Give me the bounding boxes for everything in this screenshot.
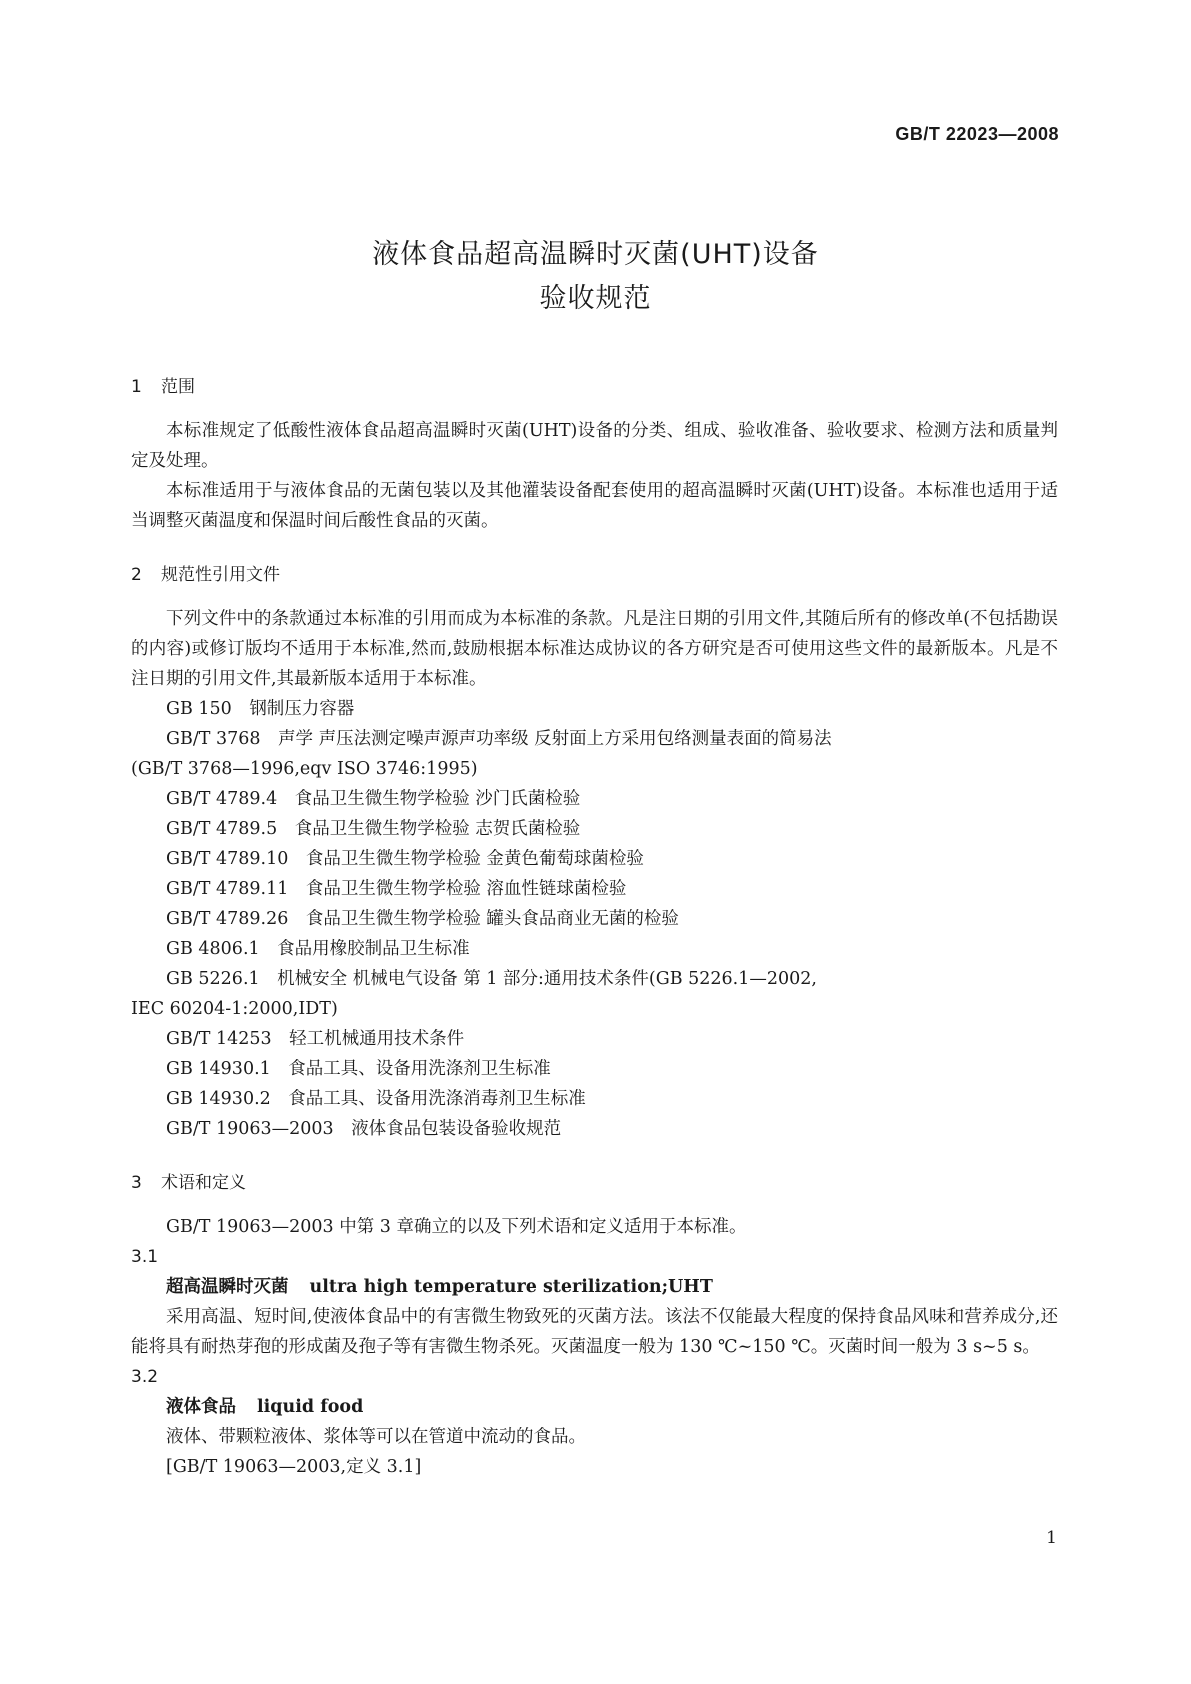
paragraph: 本标准适用于与液体食品的无菌包装以及其他灌装设备配套使用的超高温瞬时灭菌(UHT)设备。本标准也适用于适当调整灭菌温度和保温时间后酸性食品的灭菌。	[131, 481, 1058, 531]
section-heading-scope	[131, 372, 1058, 402]
reference-code: GB 150	[166, 699, 232, 719]
paragraph: 下列文件中的条款通过本标准的引用而成为本标准的条款。凡是注日期的引用文件,其随后所有的修改单(不包括勘误的内容)或修订版均不适用于本标准,然而,鼓励根据本标准达成协议的各方研究是否可使用这些文件的最新版本。凡是不注日期的引用文件,其最新版本适用于本标准。	[131, 609, 1058, 689]
section-number: 3	[131, 1173, 142, 1193]
reference-item	[131, 1054, 1058, 1084]
section-number: 1	[131, 377, 142, 397]
reference-item	[131, 784, 1058, 814]
reference-title: 液体食品包装设备验收规范	[351, 1119, 562, 1139]
reference-continuation: (GB/T 3768—1996,eqv ISO 3746:1995)	[131, 759, 478, 779]
reference-list	[131, 694, 1058, 1144]
standard-number: GB/T 22023—2008	[895, 124, 1059, 144]
reference-item	[131, 844, 1058, 874]
reference-item	[131, 1024, 1058, 1054]
paragraph: 本标准规定了低酸性液体食品超高温瞬时灭菌(UHT)设备的分类、组成、验收准备、验收要求、检测方法和质量判定及处理。	[131, 421, 1058, 471]
reference-code: GB/T 4789.26	[166, 909, 289, 929]
reference-code: GB/T 4789.11	[166, 879, 289, 899]
reference-item	[131, 964, 1058, 994]
reference-item	[131, 694, 1058, 724]
reference-item	[131, 904, 1058, 934]
reference-title: 食品卫生微生物学检验 志贺氏菌检验	[294, 819, 581, 839]
section-title: 范围	[161, 377, 195, 397]
reference-title: 声学 声压法测定噪声源声功率级 反射面上方采用包络测量表面的简易法	[278, 729, 832, 749]
term-zh: 超高温瞬时灭菌	[166, 1277, 289, 1297]
reference-title: 食品卫生微生物学检验 金黄色葡萄球菌检验	[305, 849, 644, 869]
reference-item	[131, 1114, 1058, 1144]
term-heading	[131, 1272, 1058, 1302]
reference-title: 机械安全 机械电气设备 第 1 部分:通用技术条件(GB 5226.1—2002,	[277, 969, 817, 989]
document-title: 液体食品超高温瞬时灭菌(UHT)设备	[372, 239, 819, 270]
reference-item	[131, 814, 1058, 844]
paragraph: GB/T 19063—2003 中第 3 章确立的以及下列术语和定义适用于本标准。	[166, 1217, 747, 1237]
reference-title: 食品卫生微生物学检验 罐头食品商业无菌的检验	[305, 909, 679, 929]
term-source: [GB/T 19063—2003,定义 3.1]	[166, 1457, 422, 1477]
reference-title: 食品卫生微生物学检验 沙门氏菌检验	[294, 789, 581, 809]
reference-title: 食品卫生微生物学检验 溶血性链球菌检验	[305, 879, 627, 899]
reference-item	[131, 724, 1058, 754]
term-zh: 液体食品	[166, 1397, 236, 1417]
term-en: liquid food	[257, 1397, 364, 1417]
reference-item	[131, 874, 1058, 904]
reference-title: 钢制压力容器	[249, 699, 355, 719]
term-en: ultra high temperature sterilization;UHT	[309, 1277, 713, 1297]
section-title: 术语和定义	[161, 1173, 246, 1193]
reference-code: GB/T 3768	[166, 729, 261, 749]
reference-item	[131, 934, 1058, 964]
term-heading	[131, 1392, 1058, 1422]
reference-code: GB 4806.1	[166, 939, 260, 959]
section-heading-terms	[131, 1168, 1058, 1198]
term-definition: 采用高温、短时间,使液体食品中的有害微生物致死的灭菌方法。该法不仅能最大程度的保持食品风味和营养成分,还能将具有耐热芽孢的形成菌及孢子等有害微生物杀死。灭菌温度一般为 130 ℃~150 ℃。灭菌时间一般为 3 s~5 s。	[131, 1307, 1058, 1357]
document-body	[131, 372, 1058, 1482]
reference-title: 食品工具、设备用洗涤消毒剂卫生标准	[288, 1089, 586, 1109]
section-number: 2	[131, 565, 142, 585]
document-subtitle: 验收规范	[539, 283, 652, 314]
term-number: 3.2	[131, 1367, 159, 1387]
reference-code: GB/T 4789.5	[166, 819, 278, 839]
term-definition: 液体、带颗粒液体、浆体等可以在管道中流动的食品。	[166, 1427, 586, 1447]
reference-code: GB/T 14253	[166, 1029, 272, 1049]
section-heading-normative-references	[131, 560, 1058, 590]
page-number: 1	[1046, 1528, 1057, 1548]
reference-title: 食品用橡胶制品卫生标准	[277, 939, 470, 959]
reference-code: GB 14930.2	[166, 1089, 271, 1109]
reference-code: GB/T 19063—2003	[166, 1119, 334, 1139]
reference-title: 轻工机械通用技术条件	[289, 1029, 465, 1049]
reference-title: 食品工具、设备用洗涤剂卫生标准	[288, 1059, 551, 1079]
reference-code: GB/T 4789.10	[166, 849, 289, 869]
reference-code: GB/T 4789.4	[166, 789, 278, 809]
section-title: 规范性引用文件	[161, 565, 280, 585]
reference-item	[131, 1084, 1058, 1114]
reference-continuation: IEC 60204-1:2000,IDT)	[131, 999, 338, 1019]
reference-code: GB 14930.1	[166, 1059, 271, 1079]
term-number: 3.1	[131, 1247, 159, 1267]
reference-code: GB 5226.1	[166, 969, 260, 989]
